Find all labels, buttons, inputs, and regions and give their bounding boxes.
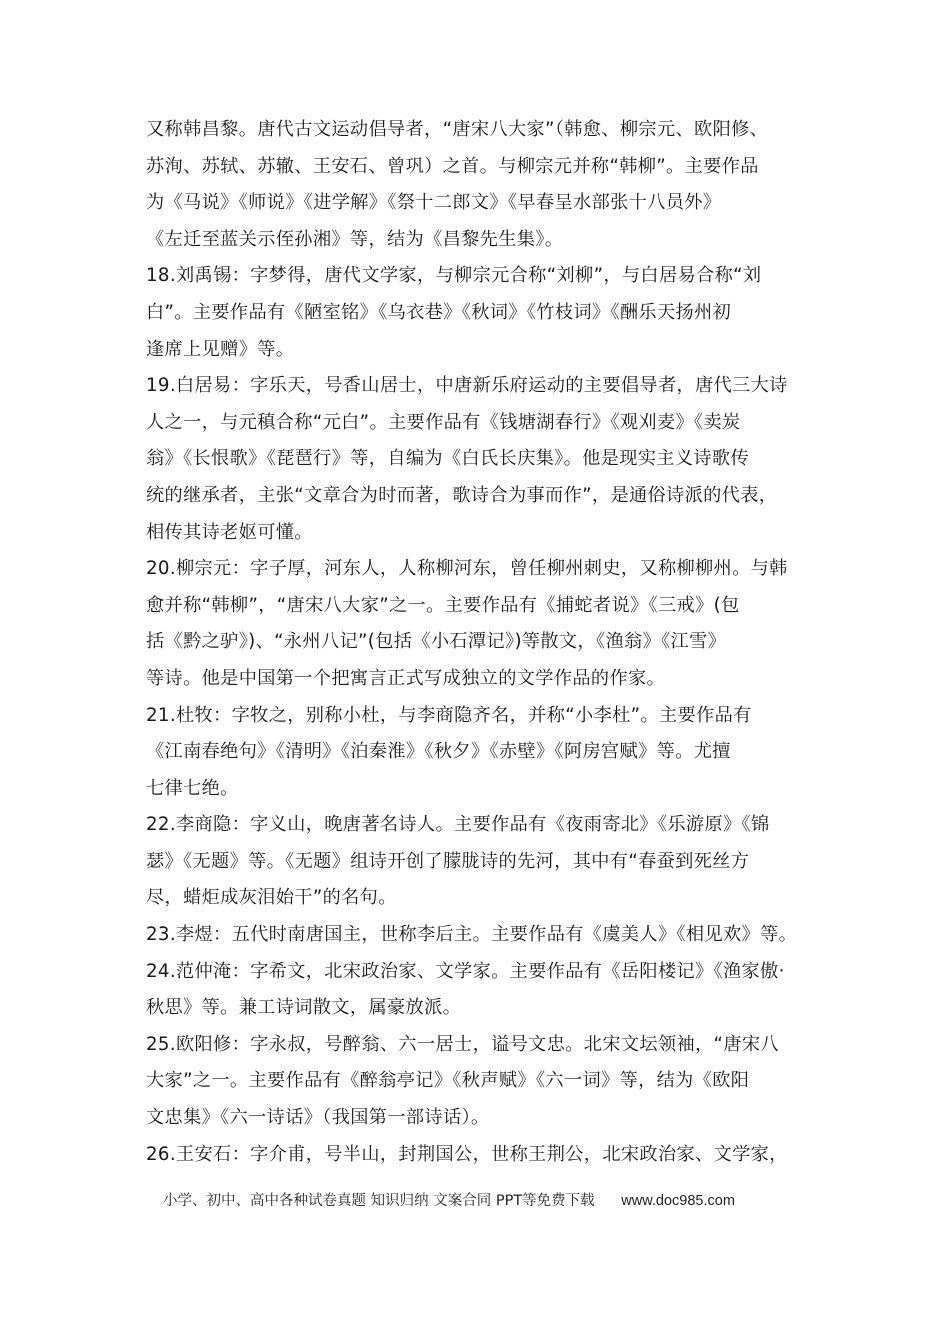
text-line: 括《黔之驴》)、“永州八记”(包括《小石潭记》)等散文，《渔翁》《江雪》 (146, 631, 727, 653)
text-line: 等诗。他是中国第一个把寓言正式写成独立的文学作品的作家。 (146, 667, 666, 689)
text-line: 逢席上见赠》等。 (146, 338, 295, 360)
text-line: 尽，蜡炬成灰泪始干”的名句。 (146, 887, 397, 909)
text-line: 22.李商隐：字义山，晚唐著名诗人。主要作品有《夜雨寄北》《乐游原》《锦 (146, 814, 770, 836)
text-line: 19.白居易：字乐天，号香山居士，中唐新乐府运动的主要倡导者，唐代三大诗 (146, 375, 788, 397)
text-line: 统的继承者，主张“文章合为时而著，歌诗合为事而作”，是通俗诗派的代表， (146, 484, 778, 506)
footer-site-link[interactable]: www.doc985.com (621, 1193, 735, 1209)
text-line: 七律七绝。 (146, 777, 239, 799)
footer-text: 小学、初中、高中各种试卷真题 知识归纳 文案合同 PPT等免费下载 (163, 1193, 595, 1209)
text-line: 大家”之一。主要作品有《醉翁亭记》《秋声赋》《六一词》等，结为《欧阳 (146, 1070, 750, 1092)
page-footer (163, 1188, 863, 1214)
text-line: 25.欧阳修：字永叔，号醉翁、六一居士，谥号文忠。北宋文坛领袖，“唐宋八 (146, 1033, 779, 1055)
text-line: 为《马说》《师说》《进学解》《祭十二郎文》《早春呈水部张十八员外》 (146, 192, 722, 214)
text-line: 瑟》《无题》等。《无题》组诗开创了朦胧诗的先河，其中有“春蚕到死丝方 (146, 850, 750, 872)
text-line: 26.王安石：字介甫，号半山，封荆国公，世称王荆公，北宋政治家、文学家， (146, 1143, 788, 1165)
text-line: 又称韩昌黎。唐代古文运动倡导者，“唐宋八大家”（韩愈、柳宗元、欧阳修、 (146, 119, 769, 140)
text-line: 20.柳宗元：字子厚，河东人，人称柳河东，曾任柳州刺史，又称柳柳州。与韩 (146, 558, 788, 580)
text-line: 人之一，与元稹合称“元白”。主要作品有《钱塘湖春行》《观刈麦》《卖炭 (146, 411, 741, 433)
text-line: 《江南春绝句》《清明》《泊秦淮》《秋夕》《赤壁》《阿房宫赋》等。尤擅 (146, 741, 731, 763)
text-line: 23.李煜：五代时南唐国主，世称李后主。主要作品有《虞美人》《相见欢》等。 (146, 924, 798, 946)
text-line: 相传其诗老妪可懂。 (146, 521, 313, 543)
text-line: 白”。主要作品有《陋室铭》《乌衣巷》《秋词》《竹枝词》《酬乐天扬州初 (146, 301, 732, 323)
text-line: 24.范仲淹：字希文，北宋政治家、文学家。主要作品有《岳阳楼记》《渔家傲· (146, 960, 785, 982)
text-line: 苏洵、苏轼、苏辙、王安石、曾巩）之首。与柳宗元并称“韩柳”。主要作品 (146, 155, 759, 177)
text-line: 18.刘禹锡：字梦得，唐代文学家，与柳宗元合称“刘柳”，与白居易合称“刘 (146, 265, 762, 287)
text-line: 《左迁至蓝关示侄孙湘》等，结为《昌黎先生集》。 (146, 228, 564, 250)
text-line: 秋思》等。兼工诗词散文，属豪放派。 (146, 997, 462, 1019)
text-line: 翁》《长恨歌》《琵琶行》等，自编为《白氏长庆集》。他是现实主义诗歌传 (146, 448, 749, 470)
text-line: 文忠集》《六一诗话》（我国第一部诗话）。 (146, 1107, 490, 1129)
document-body (146, 112, 846, 1173)
text-line: 愈并称“韩柳”，“唐宋八大家”之一。主要作品有《捕蛇者说》《三戒》(包 (146, 594, 740, 616)
text-line: 21.杜牧：字牧之，别称小杜，与李商隐齐名，并称“小李杜”。主要作品有 (146, 704, 752, 726)
